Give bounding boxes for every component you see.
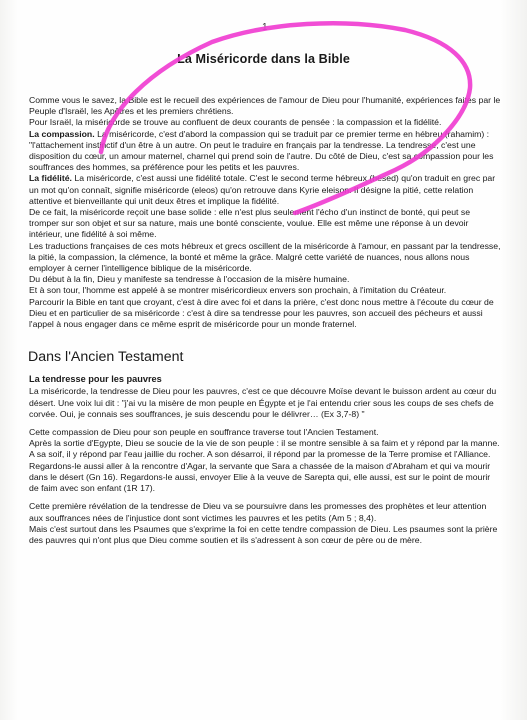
intro-paragraph: Pour Israël, la miséricorde se trouve au confluent de deux courants de pensée : la compassion et la fidélité. [29, 117, 442, 128]
paragraph-spacer [29, 494, 501, 501]
section-paragraph: Mais c'est surtout dans les Psaumes que s'exprime la foi en cette tendre compassion de Dieu. Les psaumes sont la prière des pauvres qui n'ont plus que Dieu comme soutien et ils s'adressent à son cœur de père ou de mère. [29, 523, 498, 545]
section-heading: Dans l'Ancien Testament [28, 349, 184, 366]
body-paragraph: Les traductions françaises de ces mots hébreux et grecs oscillent de la miséricorde à l'amour, en passant par la tendresse, la pitié, la compassion, la clémence, la bonté et même la grâce. Malgré cette variété de nuances, nous allons nous employer à cerner l'intelligence biblique de la miséricorde. [29, 240, 501, 274]
body-paragraph: Et à son tour, l'homme est appelé à se montrer miséricordieux envers son prochain, à l'imitation du Créateur. [29, 285, 447, 296]
section-subheading: La tendresse pour les pauvres [29, 374, 162, 385]
paragraph-spacer [29, 420, 501, 427]
page-number: 1 [262, 22, 268, 33]
body-paragraph: Du début à la fin, Dieu y manifeste sa tendresse à l'occasion de la misère humaine. [29, 274, 350, 285]
compassion-paragraph [29, 129, 501, 174]
section-paragraph: Cette compassion de Dieu pour son peuple en souffrance traverse tout l'Ancien Testament. [29, 427, 379, 438]
fidelite-text: La miséricorde, c'est aussi une fidélité totale. C'est le second terme hébreux (hesed) qu'on traduit en grec par un mot qu'on connaît, signifie miséricorde (eleos) qu'on retrouve dans Kyrie eleison. Il désigne la pitié, cette relation attentive et bienveillante qui unit deux êtres et implique la fidélité. [29, 173, 496, 206]
compassion-lead: La compassion. [29, 128, 95, 139]
document-title: La Miséricorde dans la Bible [177, 52, 350, 66]
body-paragraph: De ce fait, la miséricorde reçoit une base solide : elle n'est plus seulement l'écho d'un instinct de bonté, qui peut se tromper sur son objet et sur sa nature, mais une bonté consciente, voulue. Elle est même une réponse à un devoir intérieur, une fidélité à soi même. [29, 207, 471, 240]
section-paragraph: La miséricorde, la tendresse de Dieu pour les pauvres, c'est ce que découvre Moïse devant le buisson ardent au cœur du désert. Une voix lui dit : "j'ai vu la misère de mon peuple en Égypte et je l'ai entendu crier sous les coups de ses chefs de corvée. Oui, je connais ses souffrances, je suis descendu pour le délivrer… (Ex 3,7-8) " [29, 386, 497, 419]
section-paragraph: Après la sortie d'Egypte, Dieu se soucie de la vie de son peuple : il se montre sensible à sa faim et y répond par la manne. A sa soif, il y répond par l'eau jaillie du rocher. A son désarroi, il répond par la promesse de la Terre promise et l'Alliance. Regardons-le aussi aller à la rencontre d'Agar, la servante que Sara a chassée de la maison d'Abraham et qui va mourir dans le désert (Gn 16). Regardons-le aussi, envoyer Elie à la veuve de Sarepta qui, elle aussi, est sur le point de mourir de faim avec son enfant (1R 17). [29, 438, 500, 494]
parcourir-paragraph: Parcourir la Bible en tant que croyant, c'est à dire avec foi et dans la prière, c'est donc nous mettre à l'écoute du cœur de Dieu et en particulier de sa miséricorde : c'est à dire sa tendresse pour les pauvres, son accueil des pécheurs et aussi l'appel à nous engager dans ce même esprit de miséricorde pour un monde fraternel. [29, 296, 494, 330]
document-body [29, 95, 501, 546]
intro-paragraph: Comme vous le savez, la Bible est le recueil des expériences de l'amour de Dieu pour l'humanité, expériences faites par le Peuple d'Israël, les Apôtres et les premiers chrétiens. [29, 95, 501, 117]
compassion-text: La miséricorde, c'est d'abord la compassion qui se traduit par ce premier terme en hébreu (rahamim) : "l'attachement instinctif d'un être à un autre. On peut le traduire en français par la tendresse. La tendresse, c'est une disposition du cœur, un amour maternel, charnel qui prend soin de l'autre. Du côté de Dieu, c'est sa compassion pour les souffrances des hommes, sa préférence pour les petits et les pauvres. [29, 128, 494, 173]
fidelite-paragraph [29, 173, 501, 207]
fidelite-lead: La fidélité. [29, 173, 72, 184]
section-paragraph: Cette première révélation de la tendresse de Dieu va se poursuivre dans les promesses des prophètes et leur attention aux souffrances nées de l'injustice dont sont victimes les pauvres et les petits (Am 5 ; 8,4). [29, 501, 487, 523]
